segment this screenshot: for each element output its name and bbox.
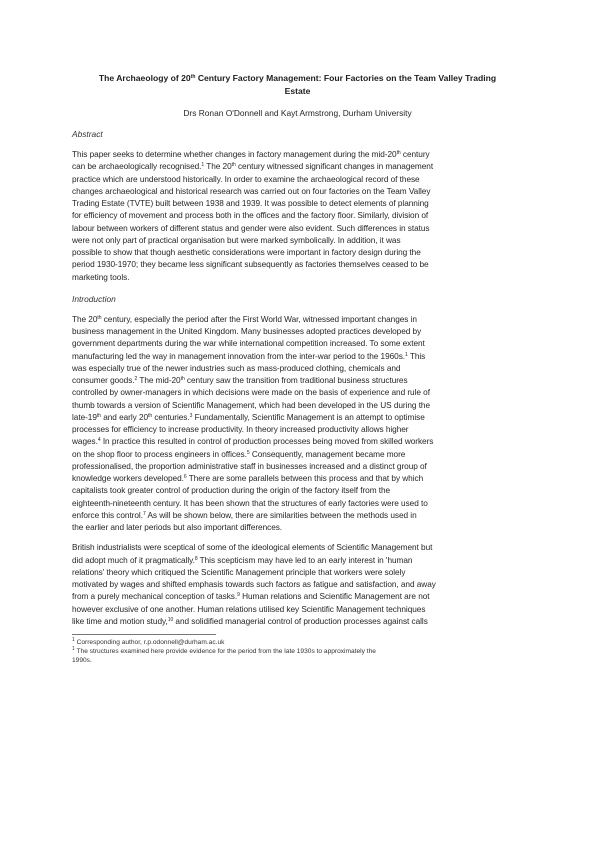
text-run: controlled by owner-managers in which decisions were made on the basis of experience and rule of (72, 388, 430, 398)
text-run: This (407, 351, 426, 361)
footnote-marker: 9 (237, 592, 240, 599)
text-run: for efficiency of movement and process both in the offices and the factory floor. Similarly, division of (72, 211, 429, 221)
text-line (72, 579, 523, 591)
text-run: marketing tools. (72, 272, 130, 282)
text-run: professionalised, the proportion administrative staff in businesses increased and a distinct group of (72, 461, 427, 471)
text-run: manufacturing led the way in management innovation from the inter-war period to the 1960s. (72, 351, 406, 361)
footnote-marker: 1 (405, 351, 408, 358)
text-run: on the shop floor to process engineers in offices. (72, 449, 247, 459)
text-line (72, 436, 523, 448)
text-line (72, 555, 523, 567)
text-run: The mid-20 (137, 376, 181, 385)
text-run: processes for efficiency to increase productivity. In theory increased productivity allows higher (72, 425, 409, 434)
text-line (72, 616, 523, 628)
footnote-marker: th (180, 376, 185, 382)
text-line (72, 351, 523, 363)
text-run: century saw the transition from traditional business structures (184, 376, 408, 385)
footnote-marker: th (97, 314, 102, 321)
text-run: thumb towards a version of Scientific Management, which had been developed in the US during the (72, 400, 431, 410)
text-run: centuries. (152, 412, 190, 422)
text-run: changes archaeological and historical research was carried out on four factories on the Team Valley (72, 186, 431, 196)
text-line (72, 604, 523, 616)
text-line (72, 174, 523, 186)
paper-title (84, 72, 511, 98)
author-line: Drs Ronan O'Donnell and Kayt Armstrong, Durham University (183, 108, 412, 118)
text-run: Corresponding author, r.p.odonnell@durham.ac.uk (74, 639, 225, 646)
footnote-marker: 5 (246, 449, 250, 456)
text-run: eighteenth-nineteenth century. It has been shown that the structures of early factories were used to (72, 498, 428, 508)
text-run: capitalists took greater control of production during the origin of the factory itself from the (72, 486, 391, 496)
text-run: knowledge workers developed. (72, 474, 184, 483)
footnote-marker: 10 (167, 616, 174, 623)
text-run: enforce this control. (72, 510, 143, 520)
text-line (72, 510, 523, 522)
text-line (72, 338, 523, 350)
title-part: Estate (284, 86, 311, 96)
text-run: century (400, 150, 430, 159)
text-line (72, 461, 523, 473)
footnote-line (72, 647, 523, 656)
text-line (72, 522, 523, 534)
text-line (72, 449, 523, 461)
text-run: Human relations and Scientific Management are not (239, 592, 430, 602)
text-run: This paper seeks to determine whether changes in factory management during the mid-20 (72, 150, 397, 159)
footnote-marker: th (396, 150, 401, 156)
text-run: and early 20 (100, 412, 149, 422)
text-run: however exclusive of one another. Human relations utilised key Scientific Management techniques (72, 604, 426, 614)
text-run: business management in the United Kingdom. Many businesses adopted practices developed by (72, 327, 422, 336)
text-run: The 20 (72, 314, 98, 324)
text-run: century witnessed significant changes in management (235, 162, 434, 172)
text-run: The 20 (204, 162, 232, 172)
text-run: were not only part of practical organisation but were marked symbolically. In addition, it was (72, 235, 401, 245)
title-part: The Archaeology of 20 (98, 73, 191, 83)
footnote-marker: 7 (142, 510, 146, 517)
text-line (72, 272, 523, 284)
text-run: was especially true of the newer industries such as mass-produced clothing, chemicals and (72, 363, 401, 373)
footnote-marker: 1 (201, 162, 205, 169)
text-run: As will be shown below, there are similarities between the methods used in (145, 510, 417, 520)
text-run: motivated by wages and shifted emphasis towards such factors as fatigue and satisfaction, and away (72, 580, 436, 589)
text-run: practice which are understood historically. In order to examine the archaeological record of these (72, 174, 420, 184)
text-run: like time and motion study, (72, 616, 168, 626)
text-line (72, 235, 523, 247)
text-line (72, 387, 523, 399)
title-sup: th (190, 74, 196, 80)
text-run: Trading Estate (TVTE) built between 1938 and 1939. It was possible to detect elements of planning (72, 199, 429, 208)
text-line (72, 259, 523, 271)
text-line (72, 567, 523, 579)
text-line (72, 591, 523, 603)
text-line (72, 498, 523, 510)
text-line (72, 326, 523, 338)
footnote-marker: 8 (194, 555, 198, 562)
text-line (72, 400, 523, 412)
text-line (72, 149, 523, 161)
footnotes (72, 638, 523, 665)
footnote-marker: 2 (134, 376, 138, 382)
text-run: period 1930-1970; they became less significant subsequently as factories themselves ceased to be (72, 260, 429, 270)
title-part: Century Factory Management: Four Factories on the Team Valley Trading (195, 73, 497, 83)
text-line (72, 375, 523, 387)
text-line (72, 161, 523, 173)
text-line (72, 542, 523, 554)
text-run: There are some parallels between this process and that by which (186, 474, 424, 483)
text-line (72, 363, 523, 375)
introduction-paragraph-2 (72, 542, 523, 628)
text-run: can be archaeologically recognised. (72, 162, 202, 172)
footnote-rule (72, 634, 216, 635)
text-run: labour between workers of different status and gender were also evident. Such differences in status (72, 223, 430, 233)
text-line (72, 485, 523, 497)
text-run: wages. (72, 437, 98, 447)
text-line (72, 412, 523, 424)
text-run: 1990s. (72, 657, 92, 664)
footnote-marker: 1 (72, 637, 75, 643)
abstract-paragraph (72, 149, 523, 284)
footnote-marker: 6 (183, 474, 187, 480)
text-run: consumer goods. (72, 376, 135, 385)
text-run: The structures examined here provide evidence for the period from the late 1930s to approximately the (74, 648, 376, 655)
text-run: In practice this resulted in control of production processes being moved from skilled workers (100, 437, 434, 447)
introduction-heading: Introduction (72, 293, 116, 304)
footnote-marker: 3 (189, 412, 193, 419)
text-run: Consequently, management became more (249, 449, 406, 459)
text-run: century, especially the period after the First World War, witnessed important changes in (101, 314, 417, 324)
footnote-line (72, 656, 523, 665)
text-run: did adopt much of it pragmatically. (72, 555, 195, 565)
abstract-heading: Abstract (72, 129, 103, 139)
footnote-marker: th (96, 412, 101, 419)
text-line (72, 223, 523, 235)
introduction-paragraph-1 (72, 314, 523, 535)
text-line (72, 314, 523, 326)
text-line (72, 424, 523, 436)
footnote-marker: 4 (97, 437, 101, 444)
paper-page (72, 72, 523, 665)
text-run: government departments during the war while international competition increased. To some extent (72, 339, 425, 349)
footnote-line (72, 638, 523, 647)
text-line (72, 247, 523, 259)
text-run: the earlier and later periods but also important differences. (72, 523, 283, 532)
text-run: possible to show that though aesthetic considerations were important in factory design during the (72, 248, 421, 257)
text-run: from a purely mechanical conception of tasks. (72, 592, 238, 602)
text-run: and solidified managerial control of production processes against calls (173, 616, 428, 626)
text-run: British industrialists were sceptical of some of the ideological elements of Scientific Management but (72, 543, 433, 553)
text-run: This scepticism may have led to an early interest in 'human (197, 555, 413, 565)
footnote-marker: th (231, 162, 236, 169)
text-line (72, 473, 523, 485)
footnote-marker: 1 (72, 646, 75, 652)
text-run: Fundamentally, Scientific Management is an attempt to optimise (192, 412, 425, 422)
text-line (72, 186, 523, 198)
text-run: late-19 (72, 412, 97, 422)
text-run: relations' theory which critiqued the Scientific Management principle that workers were solely (72, 567, 406, 577)
footnote-marker: th (148, 412, 153, 419)
text-line (72, 198, 523, 210)
text-line (72, 210, 523, 222)
